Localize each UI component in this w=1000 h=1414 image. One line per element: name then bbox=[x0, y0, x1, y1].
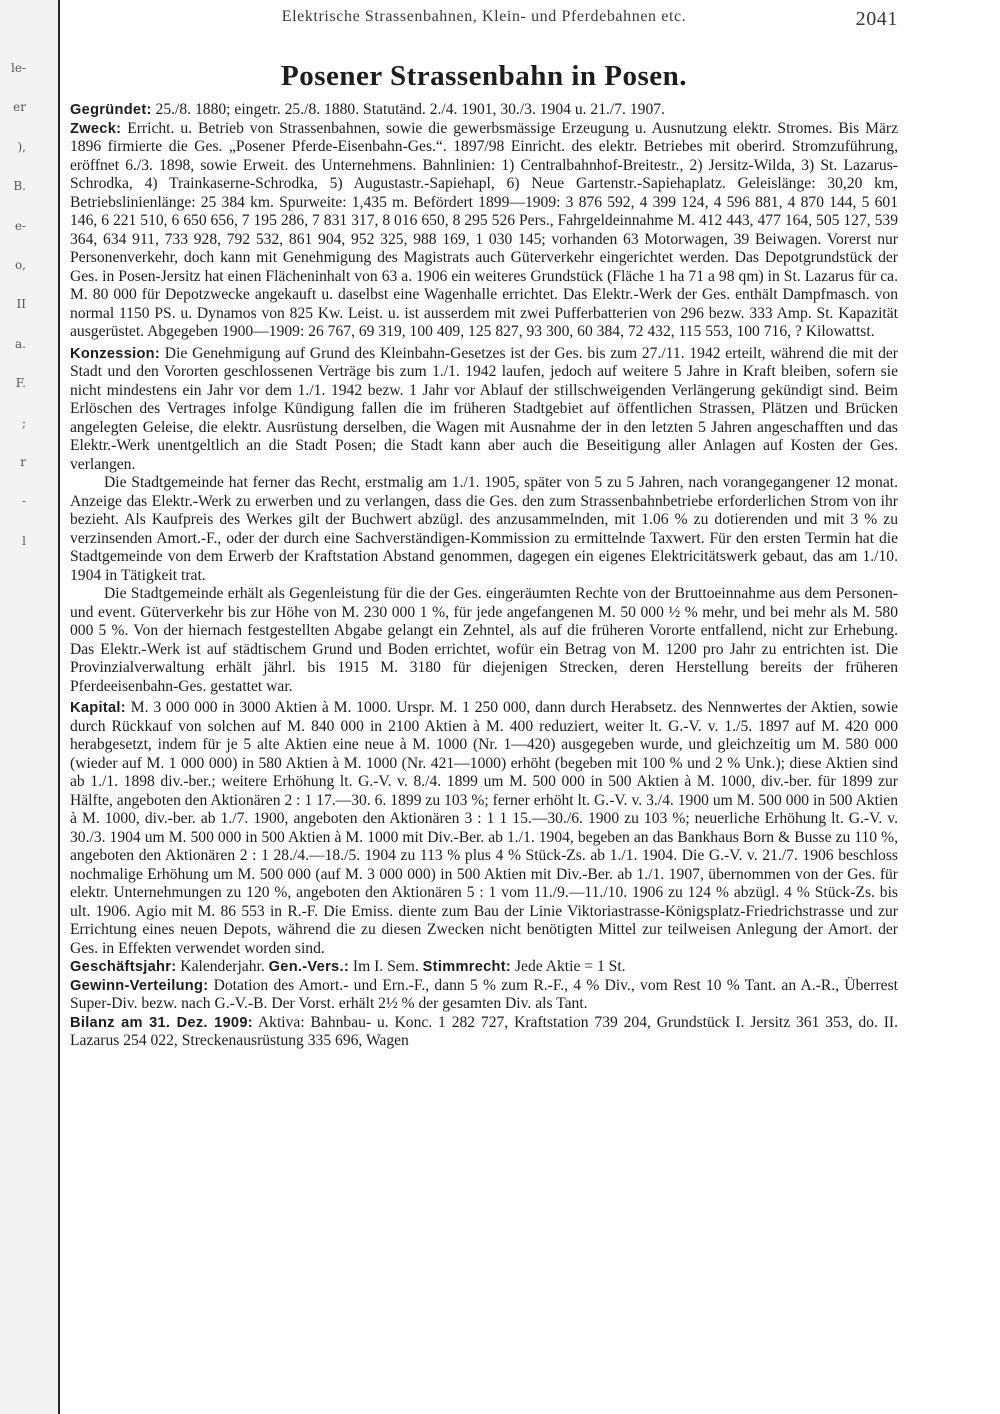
article-body bbox=[70, 101, 898, 1051]
margin-fragment: o, bbox=[14, 257, 26, 272]
article-title: Posener Strassenbahn in Posen. bbox=[280, 60, 688, 92]
margin-fragment: - bbox=[21, 494, 26, 509]
section-zweck bbox=[70, 120, 898, 342]
document-page bbox=[70, 8, 898, 1051]
section-text: Im I. Sem. bbox=[349, 958, 423, 975]
paragraph-stadtgemeinde-recht bbox=[70, 474, 898, 585]
section-label: Zweck: bbox=[70, 120, 122, 137]
section-text: Dotation des Amort.- und Ern.-F., dann 5 % zum R.-F., 4 % Div., vom Rest 10 % Tant. an A.-R., Überrest Super-Div. bezw. nach G.-V.-B. Der Vorst. erhält 2½ % der gesamten Div. als Tant. bbox=[70, 976, 898, 1012]
section-label: Bilanz am 31. Dez. 1909: bbox=[70, 1014, 253, 1031]
running-header bbox=[70, 8, 898, 38]
page-number: 2041 bbox=[855, 8, 898, 30]
margin-fragment: l bbox=[22, 533, 26, 548]
paragraph-text: Die Stadtgemeinde hat ferner das Recht, erstmalig am 1./1. 1905, später von 5 zu 5 Jahren, nach vorangegangener 12 monat. Anzeige das Elektr.-Werk zu erwerben und zu verlangen, dass die Ges. den zum Strassenbahnbetriebe erforderlichen Strom von ihr bezieht. Als Kaufpreis des Werkes gilt der Buchwert abzügl. des anzusammelnden, mit 1.06 % zu dotierenden und mit 3 % zu verzinsenden Amort.-F., oder der durch eine Sachverständigen-Kommission zu ermittelnde Taxwert. Für den ersten Termin hat die Stadtgemeinde von dem Erwerb der Kraftstation Abstand genommen, dagegen ein eigenes Elektricitätswerk gebaut, das am 1./10. 1904 in Tätigkeit trat. bbox=[70, 474, 898, 584]
margin-fragment: le- bbox=[11, 61, 26, 75]
section-text: Aktiva: Bahnbau- u. Konc. 1 282 727, Kraftstation 739 204, Grundstück I. Jersitz 361 353, do. II. Lazarus 254 022, Streckenausrüstung 335 696, Wagen bbox=[70, 1013, 898, 1049]
section-label: Geschäftsjahr: bbox=[70, 959, 177, 975]
section-label: Kapital: bbox=[70, 700, 126, 716]
margin-fragment: r bbox=[20, 454, 26, 469]
section-text: 25./8. 1880; eingetr. 25./8. 1880. Statutänd. 2./4. 1901, 30./3. 1904 u. 21./7. 1907. bbox=[151, 101, 665, 118]
section-gewinn-verteilung bbox=[70, 977, 898, 1014]
section-label: Gegründet: bbox=[70, 102, 152, 118]
section-text: Kalenderjahr. bbox=[176, 958, 269, 975]
section-geschaeftsjahr bbox=[70, 958, 898, 977]
section-label: Gen.-Vers.: bbox=[268, 959, 349, 975]
section-gegruendet bbox=[70, 101, 898, 120]
section-text: Die Genehmigung auf Grund des Kleinbahn-Gesetzes ist der Ges. bis zum 27./11. 1942 erteilt, während die mit der Stadt und den Vororten geschlossenen Verträge bis zum 1./1. 1942 laufen, jedoch auf weitere 5 Jahre in Kraft bleiben, sofern sie nicht mindestens ein Jahr vor dem 1./1. 1942 bezw. 1 Jahr vor Ablauf der stillschweigenden Verlängerung gekündigt sind. Beim Erlöschen des Vertrages infolge Kündigung fallen die im früheren Stadtgebiet auf öffentlichen Strassen, Plätzen und Brücken angelegten Geleise, die elektr. Ausrüstung derselben, die Wagen mit Ausnahme der in den letzten 5 Jahren angeschafften und das Elektr.-Werk unentgeltlich an die Stadt Posen; die Stadt kann aber auch die Beseitigung aller Anlagen auf Kosten der Ges. verlangen. bbox=[70, 344, 898, 473]
section-text: M. 3 000 000 in 3000 Aktien à M. 1000. Urspr. M. 1 250 000, dann durch Herabsetz. des Nennwertes der Aktien, sowie durch Rückkauf von solchen auf M. 840 000 in 2100 Aktien à M. 400 reduziert, weiter lt. G.-V. v. 1./5. 1897 auf M. 420 000 herabgesetzt, indem für je 5 alte Aktien eine neue à M. 1000 (Nr. 1—420) ausgegeben wurde, und gleichzeitig um M. 580 000 (wieder auf M. 1 000 000) in 580 Aktien à M. 1000 (Nr. 421—1000) erhöht (begeben mit 100 % und 2 % Unk.); diese Aktien sind ab 1./1. 1898 div.-ber.; weitere Erhöhung lt. G.-V. v. 8./4. 1899 um M. 500 000 in 500 Aktien à M. 1000, div.-ber. für 1899 zur Hälfte, angeboten den Aktionären 2 : 1 17.—30. 6. 1899 zu 103 %; ferner erhöht lt. G.-V. v. 3./4. 1900 um M. 500 000 in 500 Aktien à M. 1000, div.-ber. ab 1./7. 1900, angeboten den Aktionären 3 : 1 1 15.—30./6. 1900 zu 103 %; neuerliche Erhöhung lt. G.-V. v. 30./3. 1904 um M. 500 000 in 500 Aktien à M. 1000 mit Div.-Ber. ab 1./1. 1904, begeben an das Bankhaus Born & Busse zu 110 %, angeboten den Aktionären 2 : 1 28./4.—18./5. 1904 zu 113 % plus 4 % Stück-Zs. ab 1./1. 1904. Die G.-V. v. 21./7. 1906 beschloss nochmalige Erhöhung um M. 500 000 (auf M. 3 000 000) in 500 Aktien mit Div.-Ber. ab 1./1. 1907, übernommen von der Ges. für elektr. Unternehmungen zu 120 %, angeboten den Aktionären 5 : 1 vom 11./9.—11./10. 1906 zu 124 % abzügl. 4 % Stück-Zs. bis ult. 1906. Agio mit M. 86 553 in R.-F. Die Emiss. diente zum Bau der Linie Viktoriastrasse-Königsplatz-Friedrichstrasse und zur Errichtung eines neuen Depots, während die zu diesen Zwecken nicht benötigten Mittel zur teilweisen Anlegung der Amort. der Ges. in Effekten verwendet worden sind. bbox=[70, 699, 898, 957]
section-label: Stimmrecht: bbox=[422, 959, 512, 975]
margin-fragment: II bbox=[16, 297, 26, 312]
margin-fragment: a. bbox=[15, 336, 26, 351]
margin-fragments bbox=[0, 60, 40, 572]
margin-fragment: F. bbox=[15, 376, 26, 391]
paragraph-gegenleistung bbox=[70, 585, 898, 696]
section-bilanz bbox=[70, 1014, 898, 1051]
margin-fragment: er bbox=[13, 100, 26, 115]
margin-fragment: e- bbox=[14, 218, 26, 233]
margin-fragment: ), bbox=[17, 139, 26, 154]
section-kapital bbox=[70, 699, 898, 958]
book-binding-edge bbox=[0, 0, 60, 1414]
section-text: Jede Aktie = 1 St. bbox=[511, 958, 626, 975]
running-title: Elektrische Strassenbahnen, Klein- und Pferdebahnen etc. bbox=[281, 8, 687, 25]
section-label: Gewinn-Verteilung: bbox=[70, 977, 209, 994]
section-text: Erricht. u. Betrieb von Strassenbahnen, sowie die gewerbsmässige Erzeugung u. Ausnutzung elektr. Stromes. Bis März 1896 firmierte die Ges. „Posener Pferde-Eisenbahn-Ges.“. 1897/98 Einricht. des elektr. Betriebes mit oberird. Stromzuführung, eröffnet 6./3. 1898, sowie Erweit. des Unternehmens. Bahnlinien: 1) Centralbahnhof-Breitestr., 2) Jersitz-Wilda, 3) St. Lazarus-Schrodka, 4) Trainkaserne-Schrodka, 5) Augustastr.-Sapiehapl, 6) Neue Gartenstr.-Sapiehaplatz. Geleislänge: 30,20 km, Betriebslinienlänge: 25 384 km. Spurweite: 1,435 m. Befördert 1899—1909: 3 876 592, 4 399 124, 4 596 881, 4 870 144, 5 601 146, 6 221 510, 6 650 656, 7 195 286, 7 831 317, 8 016 650, 8 295 526 Pers., Fahrgeldeinnahme M. 412 443, 477 164, 505 127, 539 364, 634 911, 733 928, 792 532, 861 904, 952 325, 988 169, 1 030 145; vorhanden 63 Motorwagen, 39 Beiwagen. Vorerst nur Personenverkehr, doch kann mit Genehmigung des Magistrats auch Güterverkehr eingerichtet werden. Das Depotgrundstück der Ges. in Posen-Jersitz hat einen Flächeninhalt von 63 a. 1906 ein weiteres Grundstück (Fläche 1 ha 71 a 98 qm) in St. Lazarus für ca. M. 80 000 für Depotzwecke angekauft u. daselbst eine Wagenhalle errichtet. Das Elektr.-Werk der Ges. enthält Dampfmasch. von normal 1150 PS. u. Dynamos von 825 Kw. Leist. u. ist ausserdem mit zwei Pufferbatterien von 296 bezw. 333 Amp. St. Kapazität ausgerüstet. Abgegeben 1900—1909: 26 767, 69 319, 100 409, 125 827, 93 300, 60 384, 72 432, 115 553, 100 716, ? Kilowattst. bbox=[70, 119, 898, 340]
margin-fragment: ; bbox=[21, 415, 26, 430]
section-label: Konzession: bbox=[70, 345, 161, 362]
margin-fragment: B. bbox=[13, 179, 26, 194]
section-konzession bbox=[70, 345, 898, 475]
paragraph-text: Die Stadtgemeinde erhält als Gegenleistung für die der Ges. eingeräumten Rechte von der Bruttoeinnahme aus dem Personen- und event. Güterverkehr bis zur Höhe von M. 230 000 1 %, für jede angefangenen M. 50 000 ½ % mehr, und bei mehr als M. 580 000 5 %. Von der hiernach festgestellten Abgabe gelangt ein Zehntel, als auf die früheren Vororte entfallend, nicht zur Erhebung. Das Elektr.-Werk ist auf städtischem Grund und Boden errichtet, wofür ein Betrag von M. 1200 pro Jahr zu entrichten ist. Die Provinzialverwaltung erhält jährl. bis 1915 M. 3180 für diejenigen Strecken, deren Herstellung bereits der früheren Pferdeeisenbahn-Ges. gestattet war. bbox=[70, 585, 898, 695]
